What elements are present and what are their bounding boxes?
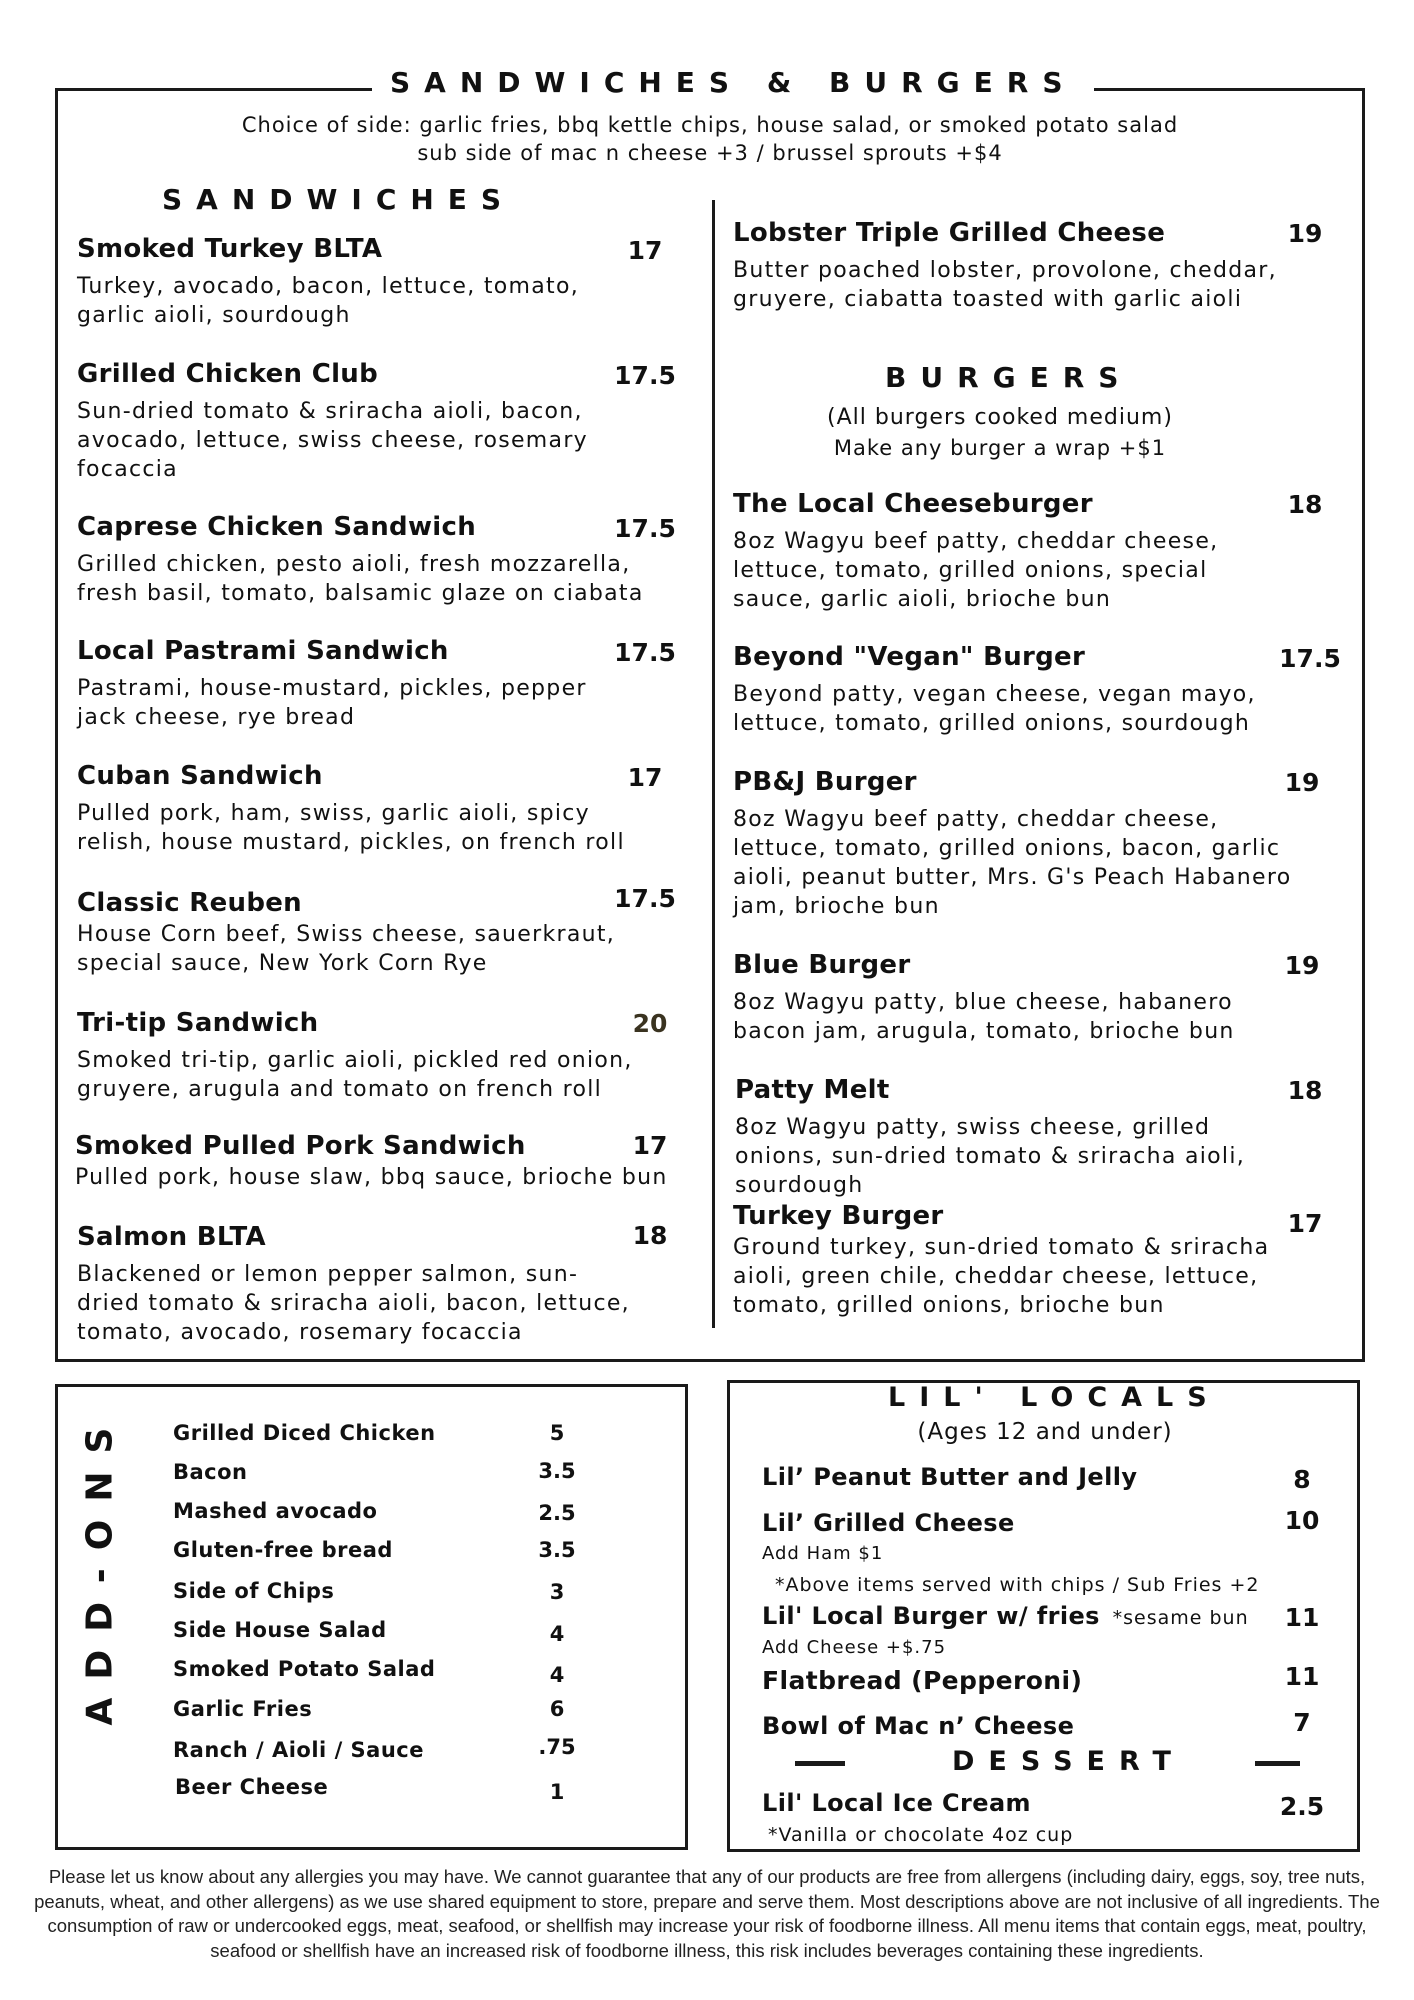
burgers-note-2: Make any burger a wrap +$1 <box>833 436 1167 460</box>
item-name: PB&J Burger <box>733 767 917 797</box>
addon-name: Garlic Fries <box>173 1697 313 1721</box>
addon-price: 3 <box>549 1580 565 1604</box>
kids-item-name: Lil’ Grilled Cheese <box>762 1509 1015 1537</box>
item-price: 19 <box>1287 219 1323 248</box>
item-description: Butter poached lobster, provolone, cheddar, gruyere, ciabatta toasted with garlic aioli <box>733 258 1277 312</box>
item-description: Ground turkey, sun-dried tomato & sriracha aioli, green chile, cheddar cheese, lettuce, tomato, grilled onions, brioche bun <box>733 1235 1270 1318</box>
kids-subheading: (Ages 12 and under) <box>917 1419 1173 1445</box>
item-price: 17.5 <box>1279 644 1341 673</box>
kids-item-price: 8 <box>1293 1465 1311 1494</box>
chips-note: *Above items served with chips / Sub Fries +2 <box>775 1574 1260 1596</box>
menu-item <box>77 359 637 484</box>
addon-name: Bacon <box>173 1460 248 1484</box>
addon-price: 4 <box>549 1663 565 1687</box>
kids-item-name: Lil’ Peanut Butter and Jelly <box>762 1463 1138 1491</box>
addon-name: Smoked Potato Salad <box>173 1657 436 1681</box>
addon-price: 3.5 <box>538 1459 576 1483</box>
main-title <box>372 66 1094 99</box>
dessert-item-note: *Vanilla or chocolate 4oz cup <box>768 1824 1074 1846</box>
addon-name: Gluten-free bread <box>173 1538 393 1562</box>
kids-burger-extra: *sesame bun <box>1112 1607 1249 1629</box>
kids-item-name: Bowl of Mac n’ Cheese <box>762 1712 1075 1740</box>
item-description: 8oz Wagyu beef patty, cheddar cheese, lettuce, tomato, grilled onions, bacon, garlic aioli, peanut butter, Mrs. G's Peach Habanero jam, brioche bun <box>733 807 1292 919</box>
menu-item <box>733 218 1293 314</box>
side-note-2: sub side of mac n cheese +3 / brussel sprouts +$4 <box>417 141 1003 165</box>
kids-item-note: Add Cheese +$.75 <box>762 1637 947 1658</box>
menu-item <box>733 1201 1293 1320</box>
kids-item-price: 11 <box>1284 1603 1320 1632</box>
item-description: Turkey, avocado, bacon, lettuce, tomato, garlic aioli, sourdough <box>77 274 580 328</box>
kids-item-price: 11 <box>1284 1662 1320 1691</box>
kids-heading: LIL' LOCALS <box>888 1382 1221 1413</box>
item-description: 8oz Wagyu beef patty, cheddar cheese, lettuce, tomato, grilled onions, special sauce, garlic aioli, brioche bun <box>733 529 1219 612</box>
addon-name: Ranch / Aioli / Sauce <box>173 1738 424 1762</box>
kids-item-name <box>762 1602 1249 1630</box>
menu-item <box>733 642 1293 738</box>
menu-item <box>77 761 637 857</box>
item-name: The Local Cheeseburger <box>733 489 1093 519</box>
item-price: 19 <box>1284 768 1320 797</box>
item-price: 17 <box>627 763 663 792</box>
kids-item-name: Flatbread (Pepperoni) <box>762 1666 1083 1695</box>
menu-item <box>77 1008 642 1104</box>
item-description: Grilled chicken, pesto aioli, fresh mozzarella, fresh basil, tomato, balsamic glaze on ciabata <box>77 552 644 606</box>
menu-item <box>75 1131 675 1192</box>
burgers-heading: BURGERS <box>885 361 1133 394</box>
menu-item <box>77 512 657 608</box>
addon-price: 6 <box>549 1697 565 1721</box>
dessert-right-dash <box>1255 1761 1300 1766</box>
item-name: Classic Reuben <box>77 888 302 918</box>
item-description: 8oz Wagyu patty, swiss cheese, grilled onions, sun-dried tomato & sriracha aioli, sourdough <box>735 1115 1246 1198</box>
item-name: Tri-tip Sandwich <box>77 1008 319 1038</box>
item-description: Smoked tri-tip, garlic aioli, pickled red onion, gruyere, arugula and tomato on french roll <box>77 1048 633 1102</box>
item-name: Patty Melt <box>735 1075 890 1105</box>
item-name: Lobster Triple Grilled Cheese <box>733 218 1166 248</box>
addon-price: 2.5 <box>538 1501 576 1525</box>
item-description: 8oz Wagyu patty, blue cheese, habanero bacon jam, arugula, tomato, brioche bun <box>733 990 1235 1044</box>
kids-burger-name: Lil' Local Burger w/ fries <box>762 1602 1100 1630</box>
menu-item <box>77 636 637 732</box>
item-name: Local Pastrami Sandwich <box>77 636 449 666</box>
sandwiches-heading: SANDWICHES <box>162 183 516 216</box>
allergy-disclaimer: Please let us know about any allergies you may have. We cannot guarantee that any of our products are free from allergens (including dairy, eggs, soy, tree nuts, peanuts, wheat, and other allergens) as we use shared equipment to store, prepare and serve them. Most descriptions above are not inclusive of all ingredients. The consumption of raw or undercooked eggs, meat, seafood, or shellfish may increase your risk of foodborne illness. All menu items that contain eggs, meat, poultry, seafood or shellfish have an increased risk of foodborne illness, this risk includes beverages containing these ingredients. <box>34 1866 1380 1961</box>
kids-item-note: Add Ham $1 <box>762 1543 884 1564</box>
menu-item <box>733 950 1293 1046</box>
item-price: 19 <box>1284 951 1320 980</box>
dessert-heading: DESSERT <box>952 1746 1185 1777</box>
item-name: Salmon BLTA <box>77 1222 266 1252</box>
addon-price: 4 <box>549 1622 565 1646</box>
addons-box <box>55 1384 688 1850</box>
item-price: 17.5 <box>614 884 676 913</box>
item-name: Smoked Pulled Pork Sandwich <box>75 1131 526 1161</box>
item-description: House Corn beef, Swiss cheese, sauerkraut, special sauce, New York Corn Rye <box>77 922 616 976</box>
item-price: 20 <box>632 1009 668 1038</box>
menu-item <box>77 234 637 330</box>
item-price: 17.5 <box>614 361 676 390</box>
addon-name: Beer Cheese <box>175 1775 329 1799</box>
item-description: Beyond patty, vegan cheese, vegan mayo, lettuce, tomato, grilled onions, sourdough <box>733 682 1256 736</box>
dessert-left-dash <box>795 1761 845 1766</box>
item-price: 17 <box>627 236 663 265</box>
addon-name: Side House Salad <box>173 1618 387 1642</box>
addon-price: 5 <box>549 1421 565 1445</box>
main-title-text: SANDWICHES & BURGERS <box>372 66 1094 99</box>
addons-vertical-heading: ADD-ONS <box>79 1409 121 1726</box>
item-price: 17.5 <box>614 638 676 667</box>
addon-price: 1 <box>549 1780 565 1804</box>
burgers-note-1: (All burgers cooked medium) <box>827 405 1173 430</box>
menu-item <box>77 888 637 978</box>
menu-item <box>733 489 1293 614</box>
item-description: Blackened or lemon pepper salmon, sun-dried tomato & sriracha aioli, bacon, lettuce, tomato, avocado, rosemary focaccia <box>77 1262 630 1345</box>
addon-name: Grilled Diced Chicken <box>173 1421 436 1445</box>
dessert-item-price: 2.5 <box>1279 1792 1325 1821</box>
item-price: 17.5 <box>614 514 676 543</box>
item-description: Pastrami, house-mustard, pickles, pepper jack cheese, rye bread <box>77 676 587 730</box>
column-divider <box>712 200 715 1328</box>
item-price: 17 <box>632 1131 668 1160</box>
addon-name: Mashed avocado <box>173 1499 378 1523</box>
item-name: Caprese Chicken Sandwich <box>77 512 477 542</box>
item-name: Cuban Sandwich <box>77 761 323 791</box>
item-description: Pulled pork, ham, swiss, garlic aioli, spicy relish, house mustard, pickles, on french roll <box>77 801 625 855</box>
menu-item <box>735 1075 1295 1200</box>
dessert-item-name: Lil' Local Ice Cream <box>762 1789 1031 1817</box>
kids-item-price: 10 <box>1284 1506 1320 1535</box>
menu-item <box>77 1222 637 1347</box>
addon-price: 3.5 <box>538 1538 576 1562</box>
addon-name: Side of Chips <box>173 1579 335 1603</box>
item-name: Smoked Turkey BLTA <box>77 234 383 264</box>
item-name: Grilled Chicken Club <box>77 359 379 389</box>
item-price: 18 <box>1287 490 1323 519</box>
item-price: 18 <box>632 1221 668 1250</box>
item-price: 18 <box>1287 1076 1323 1105</box>
item-name: Beyond "Vegan" Burger <box>733 642 1086 672</box>
side-note-1: Choice of side: garlic fries, bbq kettle chips, house salad, or smoked potato salad <box>241 113 1179 137</box>
addon-price: .75 <box>538 1735 576 1759</box>
item-price: 17 <box>1287 1209 1323 1238</box>
menu-item <box>733 767 1293 921</box>
item-description: Pulled pork, house slaw, bbq sauce, brioche bun <box>75 1165 668 1190</box>
kids-item-price: 7 <box>1293 1708 1311 1737</box>
item-description: Sun-dried tomato & sriracha aioli, bacon, avocado, lettuce, swiss cheese, rosemary focaccia <box>77 399 588 482</box>
item-name: Turkey Burger <box>733 1201 944 1231</box>
item-name: Blue Burger <box>733 950 911 980</box>
